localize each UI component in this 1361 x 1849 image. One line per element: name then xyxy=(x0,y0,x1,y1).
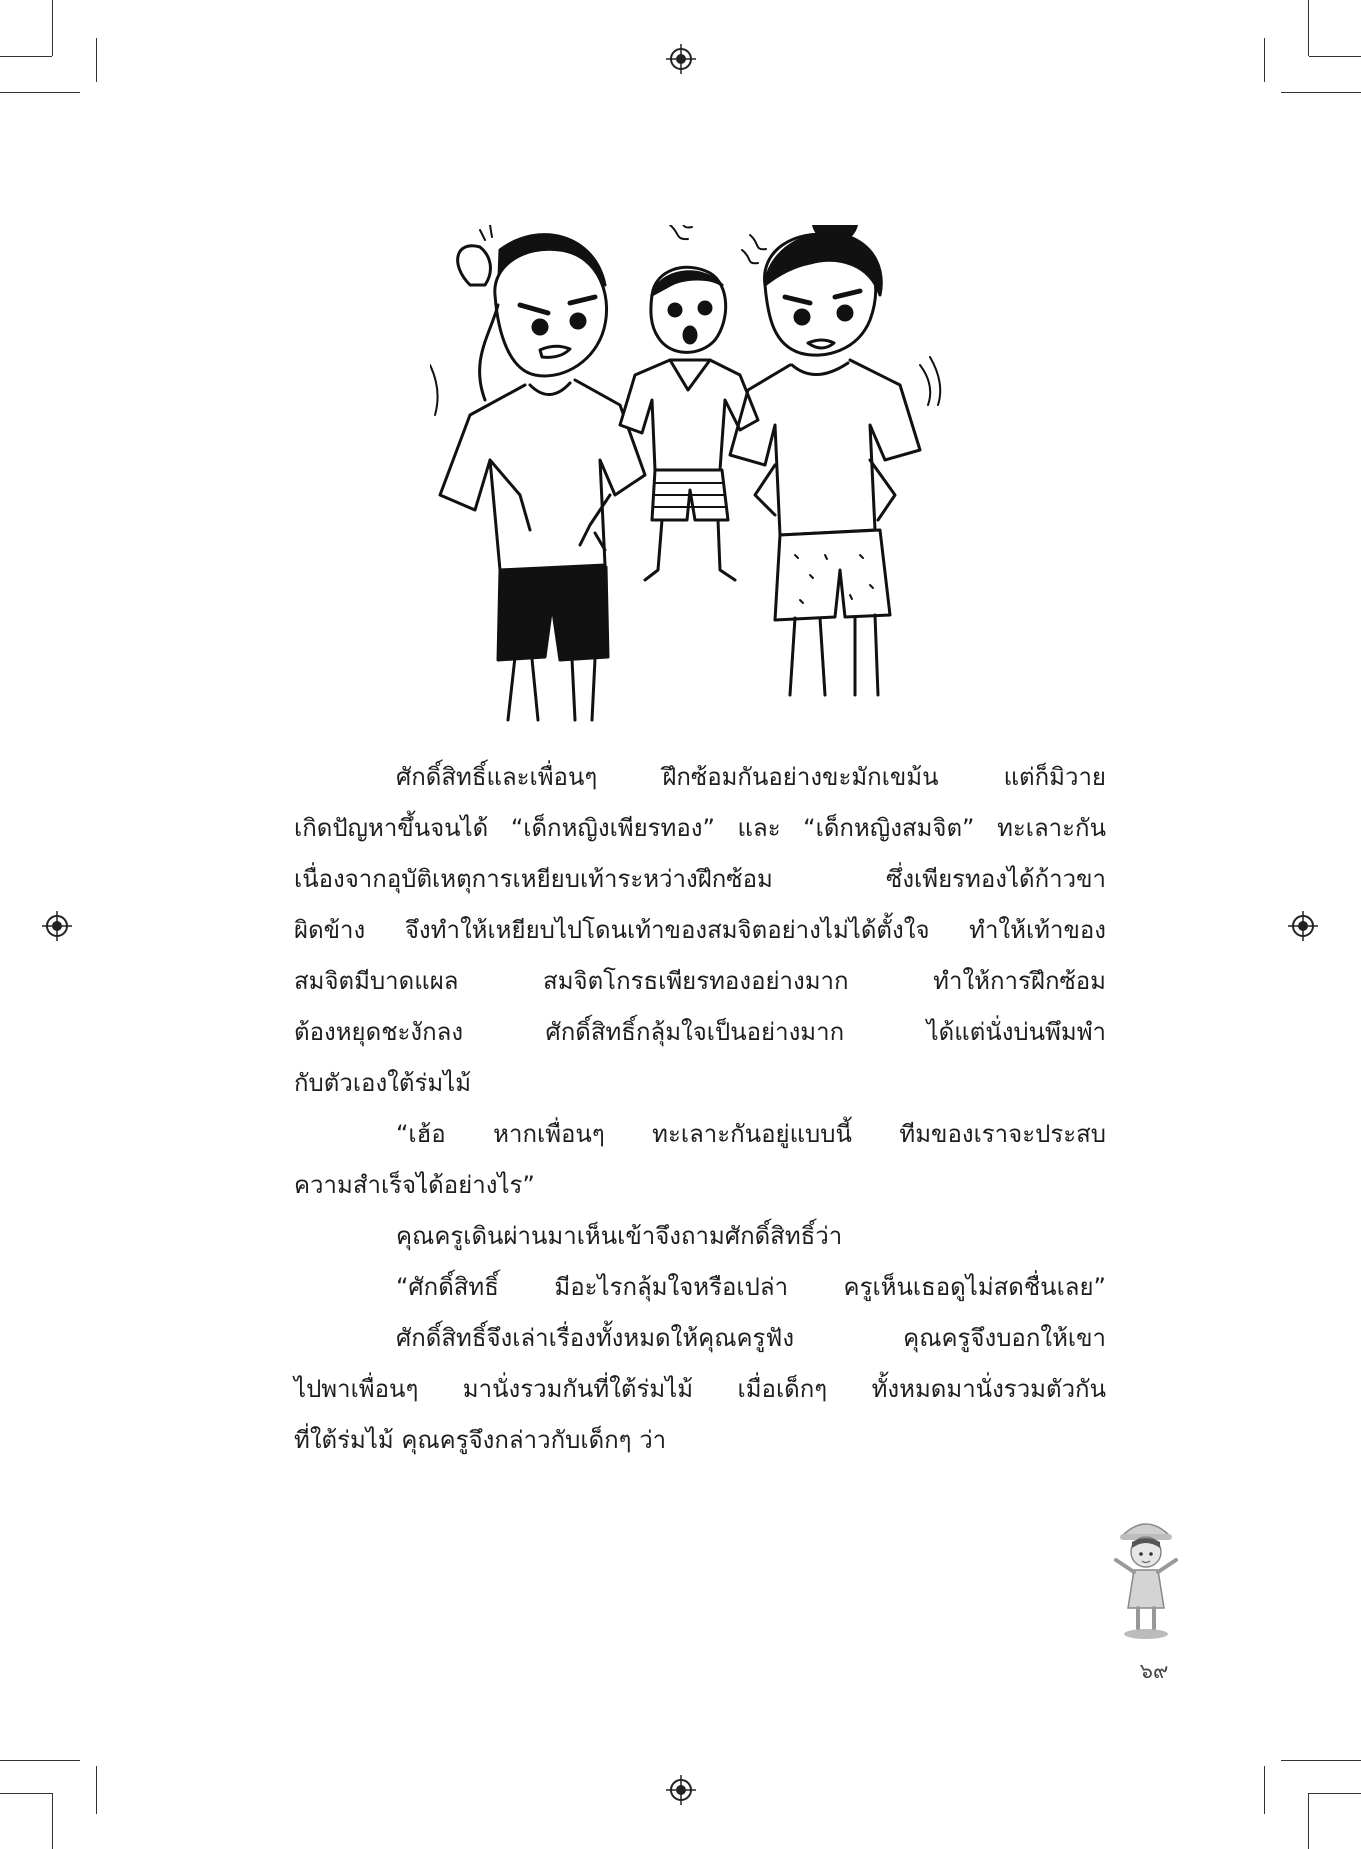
story-paragraph: ศักดิ์สิทธิ์และเพื่อนๆ ฝึกซ้อมกันอย่างขะมักเขม้น แต่ก็มิวาย xyxy=(396,763,1106,791)
crop-mark xyxy=(96,38,97,82)
crop-mark xyxy=(52,0,53,56)
story-paragraph: “ศักดิ์สิทธิ์ มีอะไรกลุ้มใจหรือเปล่า ครูเห็นเธอดูไม่สดชื่นเลย” xyxy=(396,1273,1106,1301)
crop-mark xyxy=(0,56,52,57)
story-paragraph: เกิดปัญหาขึ้นจนได้ “เด็กหญิงเพียรทอง” และ “เด็กหญิงสมจิต” ทะเลาะกัน xyxy=(294,814,1106,842)
crop-mark xyxy=(1309,56,1361,57)
page-number: ๖๙ xyxy=(1139,1659,1169,1683)
crop-mark xyxy=(1281,1760,1361,1761)
story-paragraph: ผิดข้าง จึงทำให้เหยียบไปโดนเท้าของสมจิตอย่างไม่ได้ตั้งใจ ทำให้เท้าของ xyxy=(294,916,1106,944)
crop-mark xyxy=(1309,1793,1361,1794)
story-paragraph: “เฮ้อ หากเพื่อนๆ ทะเลาะกันอยู่แบบนี้ ทีมของเราจะประสบ xyxy=(396,1120,1106,1148)
story-illustration xyxy=(430,225,1130,735)
story-paragraph: กับตัวเองใต้ร่มไม้ xyxy=(294,1069,472,1097)
registration-mark-icon xyxy=(1288,911,1318,941)
registration-mark-icon xyxy=(666,1775,696,1805)
registration-mark-icon xyxy=(666,44,696,74)
story-paragraph: เนื่องจากอุบัติเหตุการเหยียบเท้าระหว่างฝึกซ้อม ซึ่งเพียรทองได้ก้าวขา xyxy=(294,865,1106,893)
story-paragraph: ที่ใต้ร่มไม้ คุณครูจึงกล่าวกับเด็กๆ ว่า xyxy=(294,1426,667,1454)
crop-mark xyxy=(0,92,80,93)
crop-mark xyxy=(96,1766,97,1814)
crop-mark xyxy=(0,1793,52,1794)
girl-with-bow xyxy=(430,225,645,720)
story-text xyxy=(294,752,1106,1466)
crop-mark xyxy=(1264,38,1265,82)
crop-mark xyxy=(1308,1793,1309,1849)
story-paragraph: ความสำเร็จได้อย่างไร” xyxy=(294,1171,535,1199)
story-paragraph: คุณครูเดินผ่านมาเห็นเข้าจึงถามศักดิ์สิทธิ์ว่า xyxy=(396,1222,843,1250)
crop-mark xyxy=(52,1793,53,1849)
girl-scout-mascot-icon xyxy=(1108,1508,1184,1640)
story-paragraph: สมจิตมีบาดแผล สมจิตโกรธเพียรทองอย่างมาก ทำให้การฝึกซ้อม xyxy=(294,967,1106,995)
story-paragraph: ศักดิ์สิทธิ์จึงเล่าเรื่องทั้งหมดให้คุณครูฟัง คุณครูจึงบอกให้เขา xyxy=(396,1324,1106,1352)
girl-with-bun xyxy=(730,225,940,695)
registration-mark-icon xyxy=(42,911,72,941)
crop-mark xyxy=(0,1760,80,1761)
crop-mark xyxy=(1281,92,1361,93)
story-paragraph: ต้องหยุดชะงักลง ศักดิ์สิทธิ์กลุ้มใจเป็นอย่างมาก ได้แต่นั่งบ่นพึมพำ xyxy=(294,1018,1106,1046)
story-paragraph: ไปพาเพื่อนๆ มานั่งรวมกันที่ใต้ร่มไม้ เมื่อเด็กๆ ทั้งหมดมานั่งรวมตัวกัน xyxy=(294,1375,1106,1403)
crop-mark xyxy=(1308,0,1309,56)
crop-mark xyxy=(1264,1766,1265,1814)
boy xyxy=(620,225,758,580)
